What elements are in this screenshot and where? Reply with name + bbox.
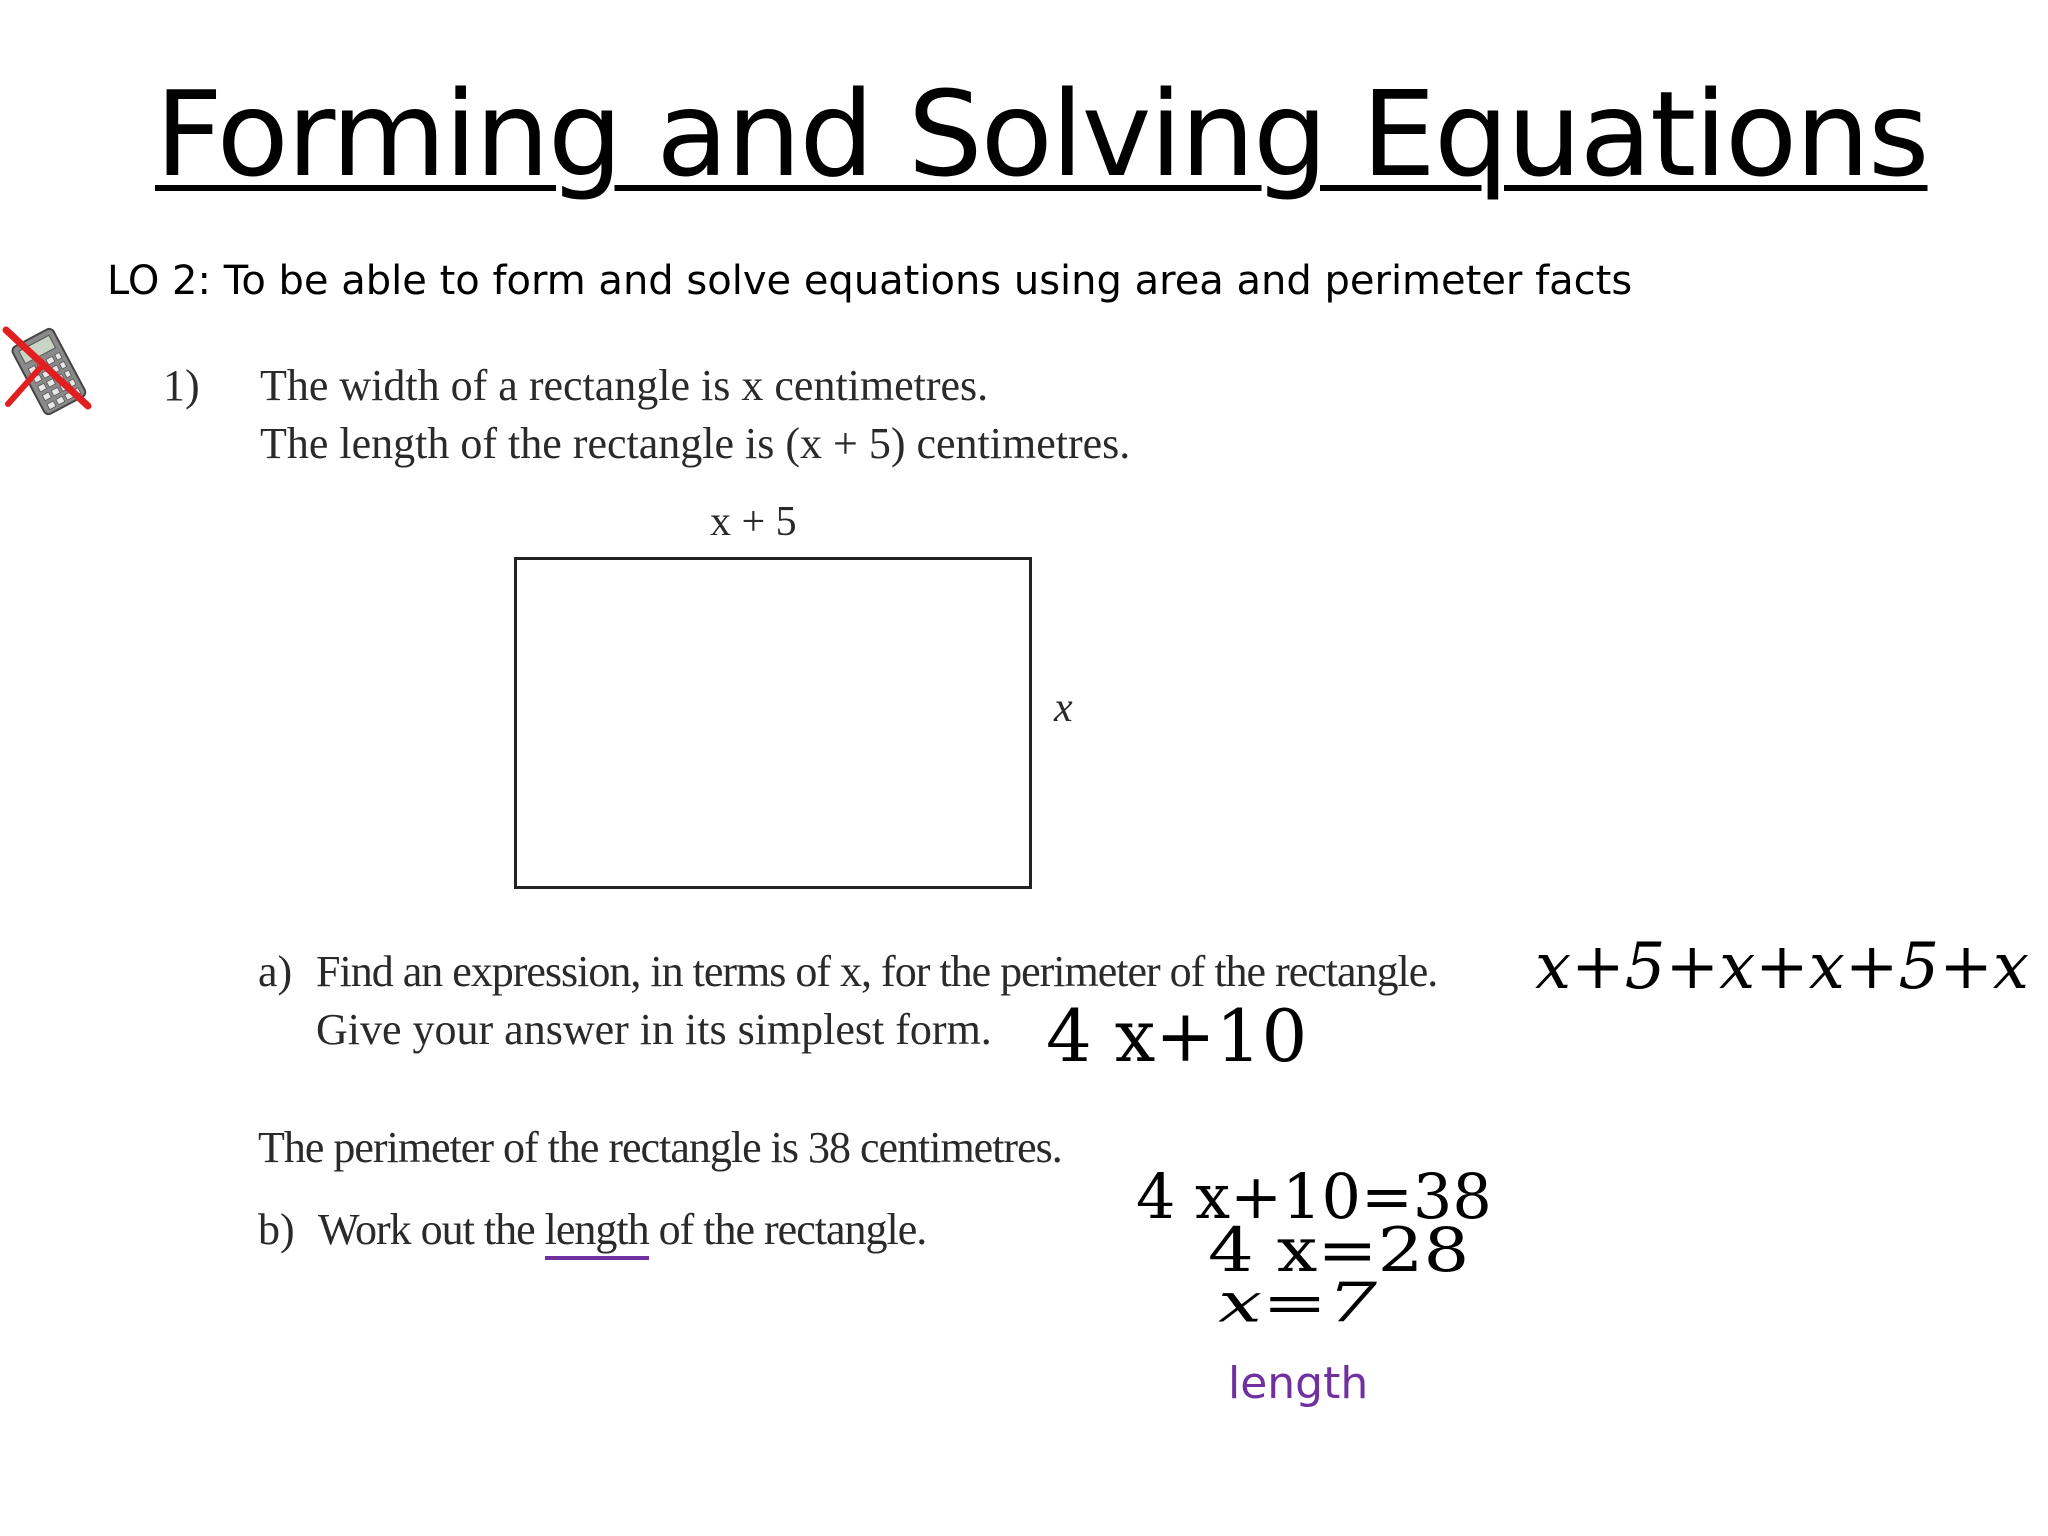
question-line-2: The length of the rectangle is (x + 5) centimetres. [260,419,1131,468]
page-title: Forming and Solving Equations [155,65,1928,203]
part-b-pre: Work out the [318,1205,545,1254]
rectangle-diagram [514,557,1032,889]
part-b-post: of the rectangle. [648,1205,927,1254]
rectangle-length-label: x + 5 [710,499,797,545]
question-number: 1) [163,361,200,410]
equation-line: 4 x+10=38 [1136,1160,1492,1233]
part-b-underlined-word: length [545,1205,649,1260]
perimeter-sum-working: x+5+x+x+5+x [1535,930,2029,1004]
perimeter-statement: The perimeter of the rectangle is 38 centimetres. [258,1123,1062,1172]
question-line-1: The width of a rectangle is x centimetres. [260,361,989,410]
part-a-line-1: Find an expression, in terms of x, for the perimeter of the rectangle. [316,947,1438,996]
learning-objective: LO 2: To be able to form and solve equations using area and perimeter facts [107,258,1633,304]
part-b-text [318,1204,926,1255]
equation-step-2: 4 x=28 [1208,1214,1470,1286]
part-a-label: a) [258,947,293,996]
rectangle-width-label: x [1054,685,1073,731]
no-calculator-icon [0,320,96,424]
answer-length-label: length [1228,1358,1369,1409]
part-b-label: b) [258,1205,295,1254]
part-a-line-2: Give your answer in its simplest form. [316,1005,992,1054]
simplified-expression: 4 x+10 [1046,994,1308,1078]
equation-step-3: x=7 [1218,1272,1377,1335]
